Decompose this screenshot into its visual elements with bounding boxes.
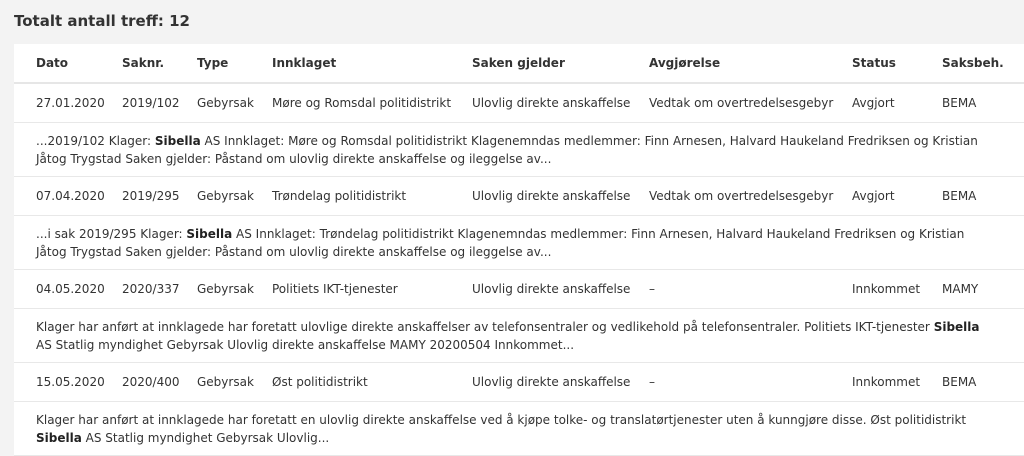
cell-avgjorelse: – <box>649 375 655 389</box>
column-header-status[interactable]: Status <box>852 56 896 70</box>
cell-saksbeh: BEMA <box>942 189 977 203</box>
cell-innklaget: Trøndelag politidistrikt <box>272 189 407 203</box>
snippet-text: AS Innklaget: Møre og Romsdal politidistrikt Klagenemndas medlemmer: Finn Arnesen, Halvard Haukeland Fredriksen og Kristian Jåtog Trygstad Saken gjelder: Påstand om ulovlig direkte anskaffelse og ileggelse av... <box>36 134 978 166</box>
table-header-row <box>14 44 1024 84</box>
result-snippet <box>14 402 1024 456</box>
cell-type: Gebyrsak <box>197 189 254 203</box>
column-header-dato[interactable]: Dato <box>36 56 69 70</box>
snippet-text: AS Statlig myndighet Gebyrsak Ulovlig direkte anskaffelse MAMY 20200504 Innkommet... <box>36 338 575 352</box>
snippet-highlight: Sibella <box>154 134 201 148</box>
cell-dato: 15.05.2020 <box>36 375 105 389</box>
column-header-avgjorelse[interactable]: Avgjørelse <box>649 56 721 70</box>
cell-avgjorelse: – <box>649 282 655 296</box>
cell-saknr: 2019/102 <box>122 96 180 110</box>
result-row[interactable] <box>14 84 1024 123</box>
cell-saknr: 2020/337 <box>122 282 180 296</box>
results-table <box>14 44 1024 456</box>
result-snippet <box>14 123 1024 177</box>
snippet-highlight: Sibella <box>186 227 233 241</box>
cell-saksbeh: BEMA <box>942 96 977 110</box>
cell-status: Innkommet <box>852 375 921 389</box>
cell-status: Innkommet <box>852 282 921 296</box>
cell-dato: 07.04.2020 <box>36 189 105 203</box>
result-snippet <box>14 216 1024 270</box>
result-row[interactable] <box>14 270 1024 309</box>
column-header-saken-gjelder[interactable]: Saken gjelder <box>472 56 565 70</box>
cell-innklaget: Øst politidistrikt <box>272 375 368 389</box>
snippet-text: ...2019/102 Klager: <box>36 134 155 148</box>
result-row[interactable] <box>14 177 1024 216</box>
total-hits-heading: Totalt antall treff: 12 <box>14 12 190 30</box>
snippet-text: AS Innklaget: Trøndelag politidistrikt Klagenemndas medlemmer: Finn Arnesen, Halvard Haukeland Fredriksen og Kristian Jåtog Trygstad Saken gjelder: Påstand om ulovlig direkte anskaffelse og ileggelse av... <box>36 227 965 259</box>
snippet-text: AS Statlig myndighet Gebyrsak Ulovlig... <box>81 431 330 445</box>
result-row[interactable] <box>14 363 1024 402</box>
cell-avgjorelse: Vedtak om overtredelsesgebyr <box>649 189 834 203</box>
column-header-type[interactable]: Type <box>197 56 229 70</box>
cell-saken-gjelder: Ulovlig direkte anskaffelse <box>472 282 631 296</box>
snippet-highlight: Sibella <box>36 431 82 445</box>
cell-status: Avgjort <box>852 189 895 203</box>
cell-saksbeh: BEMA <box>942 375 977 389</box>
cell-type: Gebyrsak <box>197 375 254 389</box>
cell-saksbeh: MAMY <box>942 282 979 296</box>
cell-saken-gjelder: Ulovlig direkte anskaffelse <box>472 375 631 389</box>
snippet-highlight: Sibella <box>933 320 980 334</box>
snippet-text: ...i sak 2019/295 Klager: <box>36 227 187 241</box>
cell-avgjorelse: Vedtak om overtredelsesgebyr <box>649 96 834 110</box>
cell-type: Gebyrsak <box>197 282 254 296</box>
cell-saken-gjelder: Ulovlig direkte anskaffelse <box>472 189 631 203</box>
cell-dato: 27.01.2020 <box>36 96 105 110</box>
snippet-text: Klager har anført at innklagede har foretatt en ulovlig direkte anskaffelse ved å kjøpe tolke- og translatørtjenester uten å kunngjøre disse. Øst politidistrikt <box>36 413 967 427</box>
column-header-saksbeh[interactable]: Saksbeh. <box>942 56 1004 70</box>
snippet-text: Klager har anført at innklagede har foretatt ulovlige direkte anskaffelser av telefonsentraler og vedlikehold på telefonsentraler. Politiets IKT-tjenester <box>36 320 934 334</box>
cell-saken-gjelder: Ulovlig direkte anskaffelse <box>472 96 631 110</box>
cell-innklaget: Politiets IKT-tjenester <box>272 282 398 296</box>
cell-type: Gebyrsak <box>197 96 254 110</box>
result-snippet <box>14 309 1024 363</box>
cell-innklaget: Møre og Romsdal politidistrikt <box>272 96 452 110</box>
cell-saknr: 2019/295 <box>122 189 180 203</box>
column-header-innklaget[interactable]: Innklaget <box>272 56 337 70</box>
cell-dato: 04.05.2020 <box>36 282 105 296</box>
cell-status: Avgjort <box>852 96 895 110</box>
column-header-saknr[interactable]: Saknr. <box>122 56 165 70</box>
cell-saknr: 2020/400 <box>122 375 180 389</box>
